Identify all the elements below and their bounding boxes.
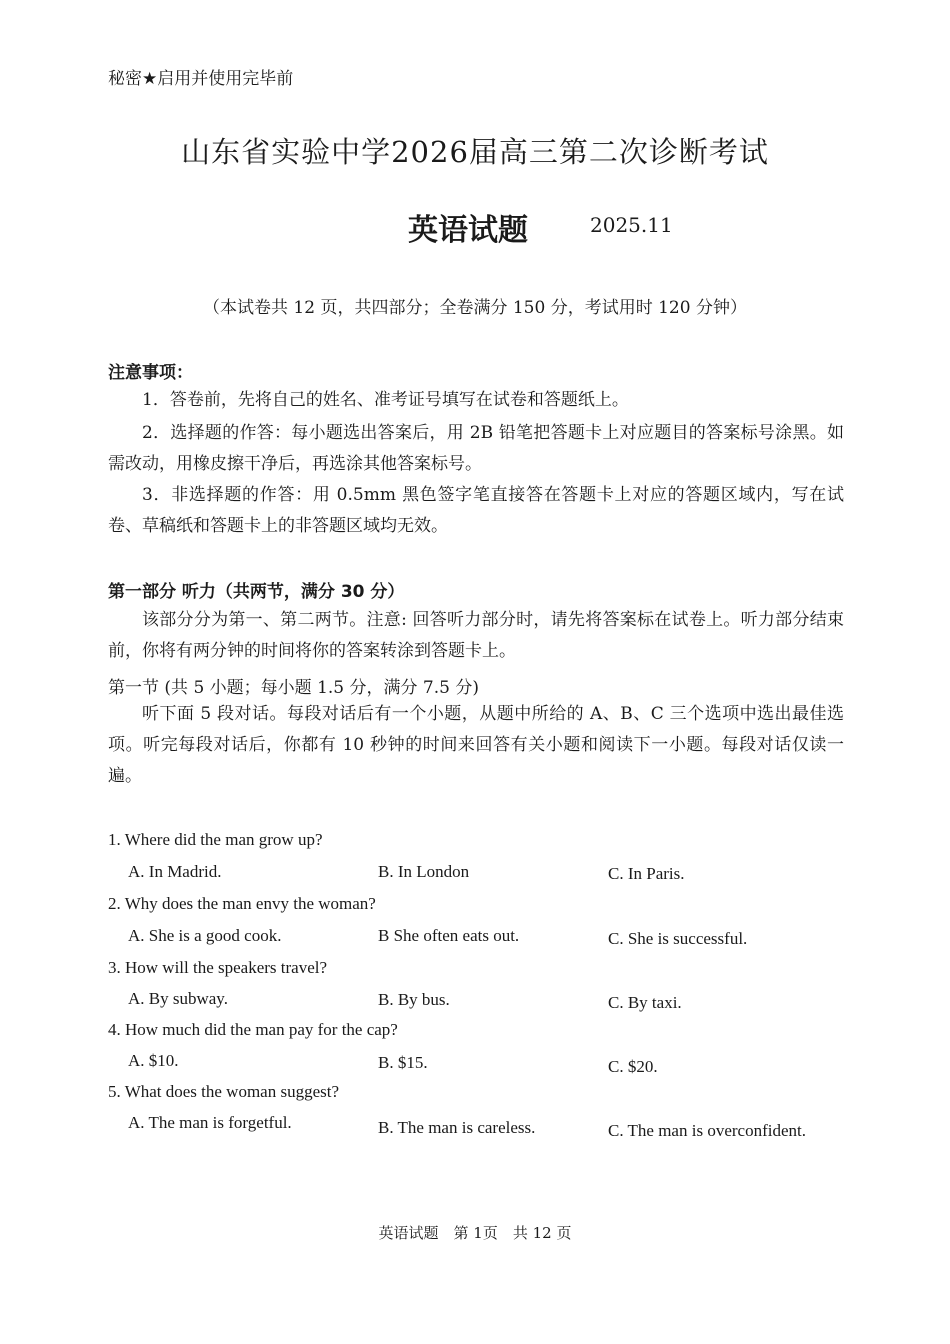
option-a: A. In Madrid. xyxy=(128,862,222,881)
option-a: A. By subway. xyxy=(128,989,228,1008)
exam-title: 山东省实验中学2026届高三第二次诊断考试 xyxy=(181,135,769,169)
subject-title: 英语试题 xyxy=(408,213,528,248)
option-b: B She often eats out. xyxy=(378,926,520,945)
option-a: A. The man is forgetful. xyxy=(128,1113,292,1132)
option-c: C. $20. xyxy=(608,1057,658,1076)
question-text: 5. What does the woman suggest? xyxy=(108,1082,340,1101)
option-b: B. The man is careless. xyxy=(378,1118,536,1137)
section1-instructions: 听下面 5 段对话。每段对话后有一个小题，从题中所给的 A、B、C 三个选项中选出最佳选项。听完每段对话后，你都有 10 秒钟的时间来回答有关小题和阅读下一小题。每段对话仅读一遍。 xyxy=(108,704,844,786)
option-c: C. In Paris. xyxy=(608,864,685,883)
notice-item: 3．非选择题的作答：用 0.5mm 黑色签字笔直接答在答题卡上对应的答题区域内，写在试卷、草稿纸和答题卡上的非答题区域均无效。 xyxy=(108,485,844,536)
option-b: B. In London xyxy=(378,862,470,881)
notice-item: 1．答卷前，先将自己的姓名、准考证号填写在试卷和答题纸上。 xyxy=(142,390,629,410)
option-a: A. $10. xyxy=(128,1051,179,1070)
notice-item: 2．选择题的作答：每小题选出答案后，用 2B 铅笔把答题卡上对应题目的答案标号涂黑。如需改动，用橡皮擦干净后，再选涂其他答案标号。 xyxy=(108,423,844,474)
option-c: C. By taxi. xyxy=(608,993,682,1012)
option-c: C. She is successful. xyxy=(608,929,748,948)
question-text: 3. How will the speakers travel? xyxy=(108,958,328,977)
question-text: 1. Where did the man grow up? xyxy=(108,830,323,849)
option-b: B. By bus. xyxy=(378,990,450,1009)
exam-scope: （本试卷共 12 页，共四部分；全卷满分 150 分，考试用时 120 分钟） xyxy=(203,298,747,318)
section1-heading: 第一节 (共 5 小题；每小题 1.5 分，满分 7.5 分) xyxy=(108,678,479,698)
notice-heading: 注意事项： xyxy=(108,363,193,383)
confidential-label: 秘密★启用并使用完毕前 xyxy=(108,69,294,89)
part1-heading: 第一部分 听力（共两节，满分 30 分） xyxy=(108,582,405,602)
option-a: A. She is a good cook. xyxy=(128,926,282,945)
question-text: 2. Why does the man envy the woman? xyxy=(108,894,376,913)
option-c: C. The man is overconfident. xyxy=(608,1121,806,1140)
option-b: B. $15. xyxy=(378,1053,428,1072)
part1-intro: 该部分分为第一、第二两节。注意: 回答听力部分时，请先将答案标在试卷上。听力部分结束前，你将有两分钟的时间将你的答案转涂到答题卡上。 xyxy=(108,610,844,661)
page-footer: 英语试题 第 1页 共 12 页 xyxy=(378,1224,572,1242)
exam-date: 2025.11 xyxy=(590,213,673,237)
question-text: 4. How much did the man pay for the cap? xyxy=(108,1020,398,1039)
